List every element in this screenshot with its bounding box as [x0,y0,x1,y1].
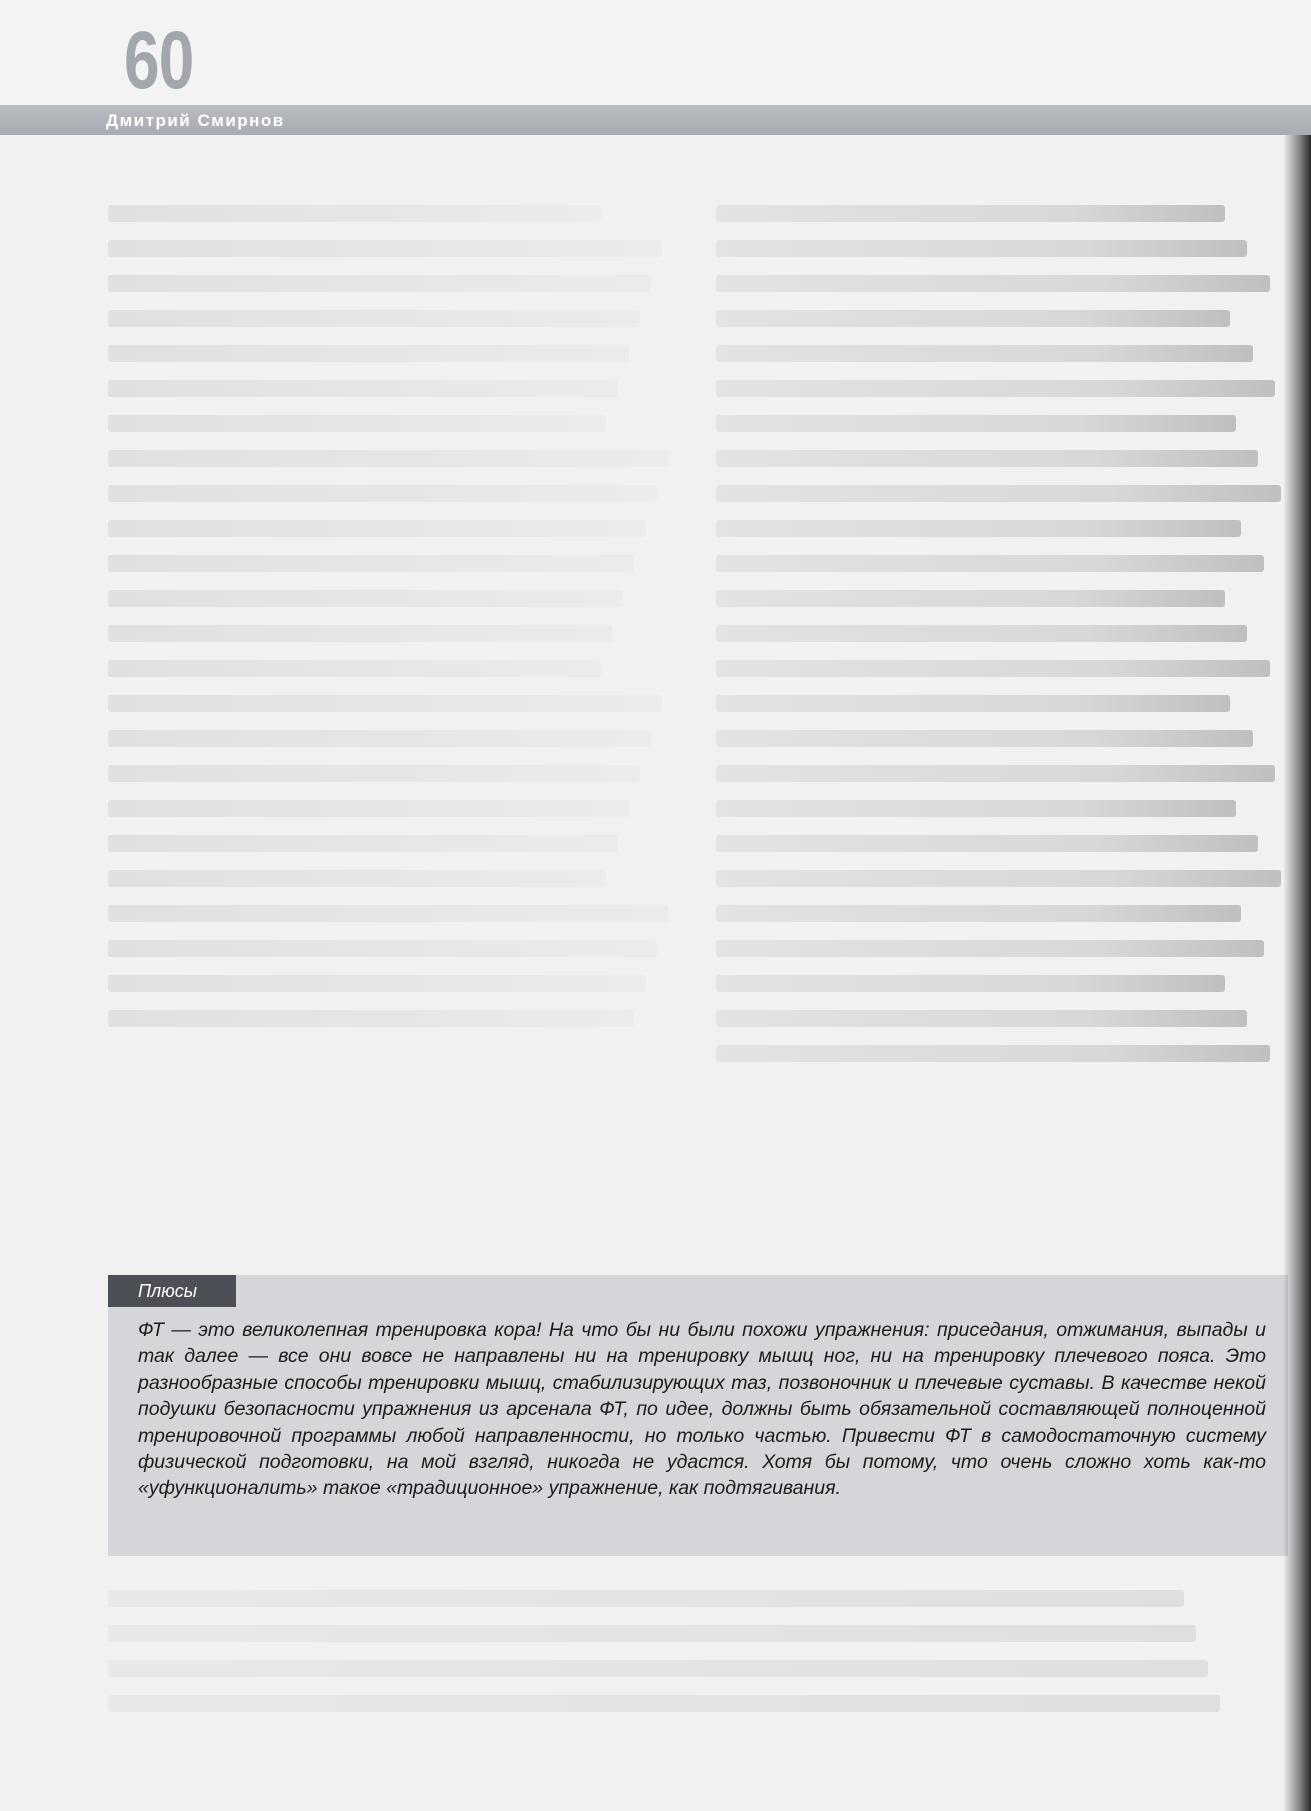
faded-text-line [716,695,1230,712]
page-edge-shadow [1283,135,1311,1811]
faded-text-line [716,835,1258,852]
faded-text-line [108,695,662,712]
faded-text-line [716,870,1281,887]
faded-text-line [108,1010,634,1027]
faded-text-line [716,730,1253,747]
faded-text-line [108,660,601,677]
faded-text-line [716,975,1225,992]
faded-text-line [716,800,1236,817]
faded-text-line [108,765,640,782]
faded-text-line [108,1660,1208,1677]
faded-text-line [108,275,651,292]
faded-text-line [108,345,629,362]
faded-text-line [108,205,601,222]
faded-text-line [108,520,646,537]
plus-callout-box [108,1275,1288,1556]
faded-text-line [108,870,606,887]
faded-text-line [716,380,1275,397]
faded-text-line [716,485,1281,502]
faded-text-line [108,940,657,957]
faded-text-line [108,555,634,572]
faded-text-line [108,240,662,257]
plus-callout-text: ФТ — это великолепная тренировка кора! На что бы ни были похожи упражнения: приседания, отжимания, выпады и так далее — все они вовсе не направлены ни на тренировку мышц ног, ни на тренировку плечевого пояса. Это разнообразные способы тренировки мышц, стабилизирующих таз, позвоночник и плечевые суставы. В качестве некой подушки безопасности упражнения из арсенала ФТ, по идее, должны быть обязательной составляющей полноценной тренировочной программы любой направленности, но только частью. Привести ФТ в самодостаточную систему физической подготовки, на мой взгляд, никогда не удастся. Хотя бы потому, что очень сложно хоть как-то «уфункционалить» такое «традиционное» упражнение, как подтягивания. [138,1319,1266,1500]
faded-text-line [716,940,1264,957]
faded-text-line [108,415,606,432]
faded-text-line [716,240,1247,257]
faded-text-line [108,730,651,747]
faded-text-line [716,450,1258,467]
faded-text-line [108,800,629,817]
faded-text-line [716,905,1241,922]
faded-text-line [716,625,1247,642]
faded-text-line [716,345,1253,362]
faded-text-line [108,450,668,467]
faded-text-line [108,835,618,852]
plus-callout-label: Плюсы [108,1275,236,1307]
faded-text-line [716,205,1225,222]
faded-text-line [716,765,1275,782]
faded-text-line [108,625,612,642]
faded-text-line [108,380,618,397]
page-number: 60 [124,15,194,106]
faded-text-line [108,590,623,607]
faded-text-line [716,520,1241,537]
faded-text-line [108,485,657,502]
faded-text-line [108,1695,1220,1712]
faded-text-line [716,590,1225,607]
faded-text-line [108,905,668,922]
faded-text-line [716,1045,1270,1062]
faded-text-line [716,275,1270,292]
faded-text-bottom [108,1590,1278,1730]
faded-text-line [108,975,646,992]
faded-text-line [716,555,1264,572]
faded-text-line [716,1010,1247,1027]
faded-text-column-right [716,205,1281,1065]
faded-text-line [108,1590,1184,1607]
faded-text-line [108,1625,1196,1642]
faded-text-line [716,660,1270,677]
faded-text-line [108,310,640,327]
faded-text-column-left [108,205,668,1045]
faded-text-line [716,310,1230,327]
faded-text-line [716,415,1236,432]
author-name: Дмитрий Смирнов [106,111,285,130]
